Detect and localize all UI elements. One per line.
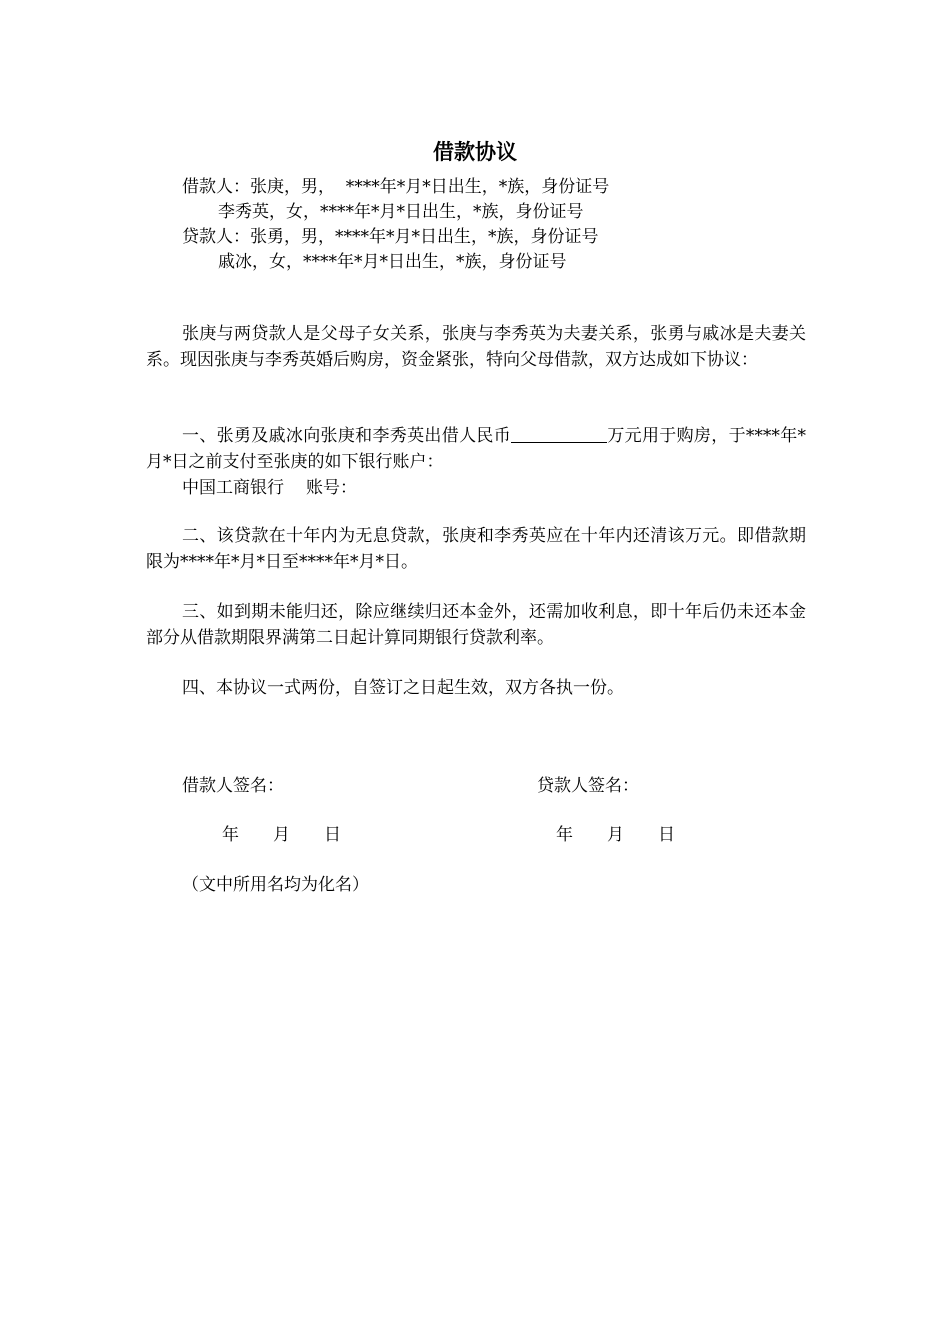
intro-paragraph: 张庚与两贷款人是父母子女关系，张庚与李秀英为夫妻关系，张勇与戚冰是夫妻关系。现因张庚与李秀英婚后购房，资金紧张，特向父母借款，双方达成如下协议： [146,324,806,370]
lender-date-month: 月 [607,825,624,845]
borrower-1-info: 张庚，男， ****年*月*日出生，*族，身份证号 [250,177,610,197]
borrower-date-year: 年 [222,825,239,845]
borrower-date-month: 月 [273,825,290,845]
lender-date-day: 日 [658,825,675,845]
pseudonym-note: （文中所用名均为化名） [182,875,369,895]
clause-1-paragraph [146,424,806,475]
bank-name: 中国工商银行 [182,478,284,498]
amount-blank [511,426,607,443]
borrower-line-2: 李秀英，女，****年*月*日出生，*族，身份证号 [218,202,584,222]
clause-2-paragraph: 二、该贷款在十年内为无息贷款，张庚和李秀英应在十年内还清该万元。即借款期限为****年*月*日至****年*月*日。 [146,526,806,572]
lender-date-year: 年 [556,825,573,845]
borrower-signature-label: 借款人签名： [182,776,284,796]
clause-1-text-after: 万元用于购房，于****年*月*日之前支付至张庚的如下银行账户： [146,426,807,472]
bank-account-line [182,477,357,499]
account-label: 账号： [306,478,357,498]
borrower-line-1 [182,176,609,198]
lender-label: 贷款人： [182,227,250,247]
borrower-label: 借款人： [182,177,250,197]
lender-line-2: 戚冰，女，****年*月*日出生，*族，身份证号 [218,252,567,272]
borrower-date-day: 日 [324,825,341,845]
clause-4-paragraph: 四、本协议一式两份，自签订之日起生效，双方各执一份。 [182,678,624,698]
borrower-date-line [222,824,341,846]
lender-line-1 [182,226,599,248]
document-title: 借款协议 [433,139,517,164]
clause-3-paragraph: 三、如到期未能归还，除应继续归还本金外，还需加收利息，即十年后仍未还本金部分从借款期限界满第二日起计算同期银行贷款利率。 [146,602,806,648]
clause-1-text-before: 一、张勇及戚冰向张庚和李秀英出借人民币 [182,426,512,446]
lender-1-info: 张勇，男，****年*月*日出生，*族，身份证号 [250,227,599,247]
lender-date-line [556,824,675,846]
lender-signature-label: 贷款人签名： [537,776,639,796]
